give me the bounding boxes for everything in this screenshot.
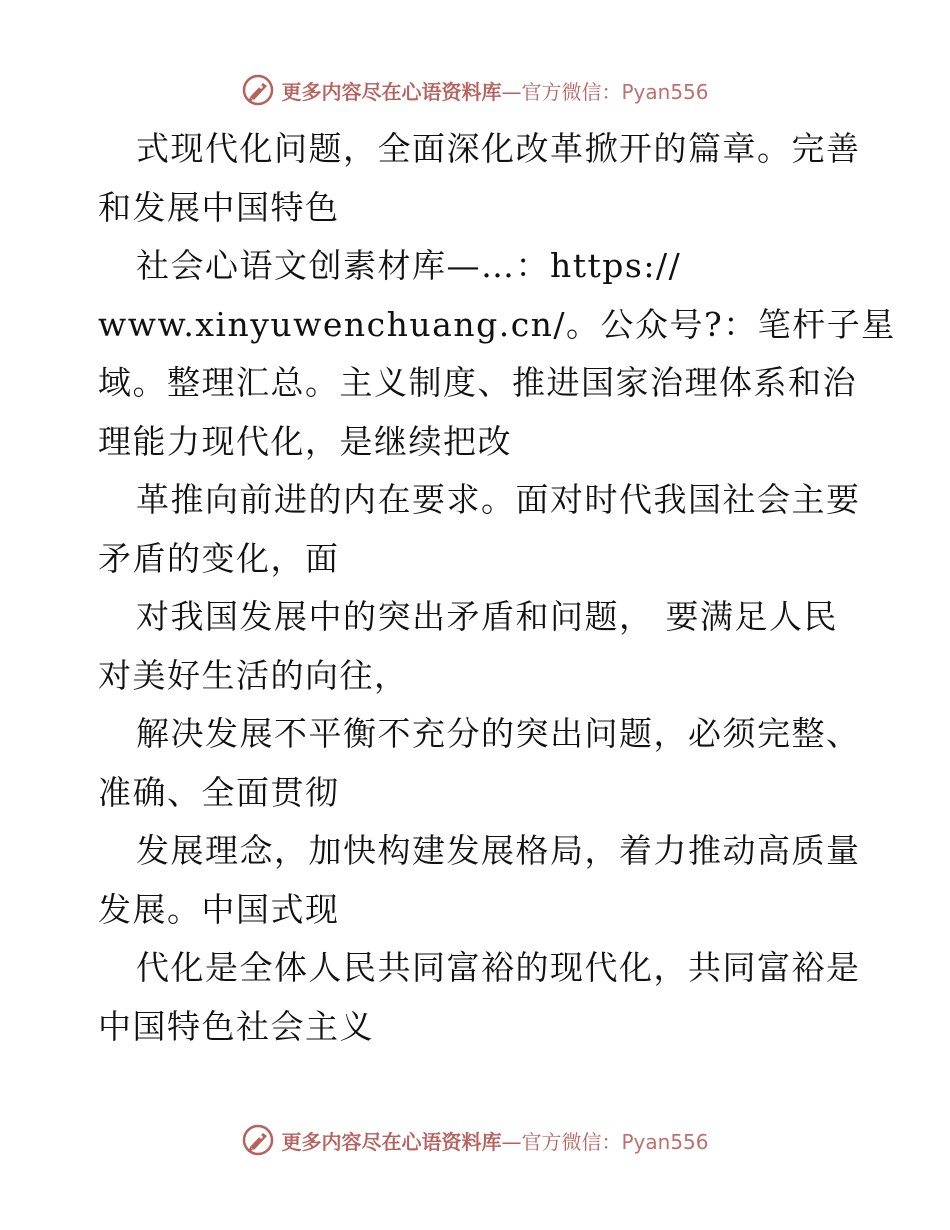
text-line: 代化是全体人民共同富裕的现代化，共同富裕是 (136, 948, 861, 987)
text-line: 式现代化问题，全面深化改革掀开的篇章。完善 (136, 129, 861, 168)
text-line: 准确、全面贯彻 (98, 772, 340, 812)
text-line: 理能力现代化，是继续把改 (98, 421, 512, 461)
header-wechat-label: 官方微信： (521, 79, 622, 104)
footer-wechat-id: Pyan556 (621, 1129, 709, 1154)
text-line: 发展。中国式现 (98, 889, 340, 929)
pen-nib-logo-icon (241, 73, 275, 107)
footer-banner (0, 1120, 950, 1160)
text-line: 革推向前进的内在要求。面对时代我国社会主要 (136, 480, 861, 519)
text-line: 社会心语文创素材库—…：https:// (136, 246, 682, 285)
text-line: 和发展中国特色 (98, 187, 340, 227)
text-line: 域。整理汇总。主义制度、推进国家治理体系和治 (98, 363, 857, 402)
header-banner (0, 70, 950, 110)
footer-wechat-label: 官方微信： (521, 1129, 622, 1154)
text-line: 对我国发展中的突出矛盾和问题， 要满足人民 (136, 597, 838, 636)
footer-banner-text (281, 1126, 708, 1155)
header-separator: — (501, 79, 522, 104)
text-line: 解决发展不平衡不充分的突出问题，必须完整、 (136, 714, 861, 753)
footer-separator: — (501, 1129, 522, 1154)
header-site-text: 更多内容尽在心语资料库 (281, 79, 502, 104)
header-wechat-id: Pyan556 (621, 79, 709, 104)
header-banner-text (281, 76, 708, 105)
pen-nib-logo-icon (241, 1123, 275, 1157)
text-line: 矛盾的变化，面 (98, 538, 340, 578)
body-text (98, 120, 896, 1056)
text-line: 发展理念，加快构建发展格局，着力推动高质量 (136, 831, 861, 870)
text-line: 中国特色社会主义 (98, 1006, 374, 1046)
footer-site-text: 更多内容尽在心语资料库 (281, 1129, 502, 1154)
text-line: www.xinyuwenchuang.cn/。公众号?：笔杆子星 (98, 304, 896, 344)
text-line: 对美好生活的向往， (98, 655, 409, 695)
